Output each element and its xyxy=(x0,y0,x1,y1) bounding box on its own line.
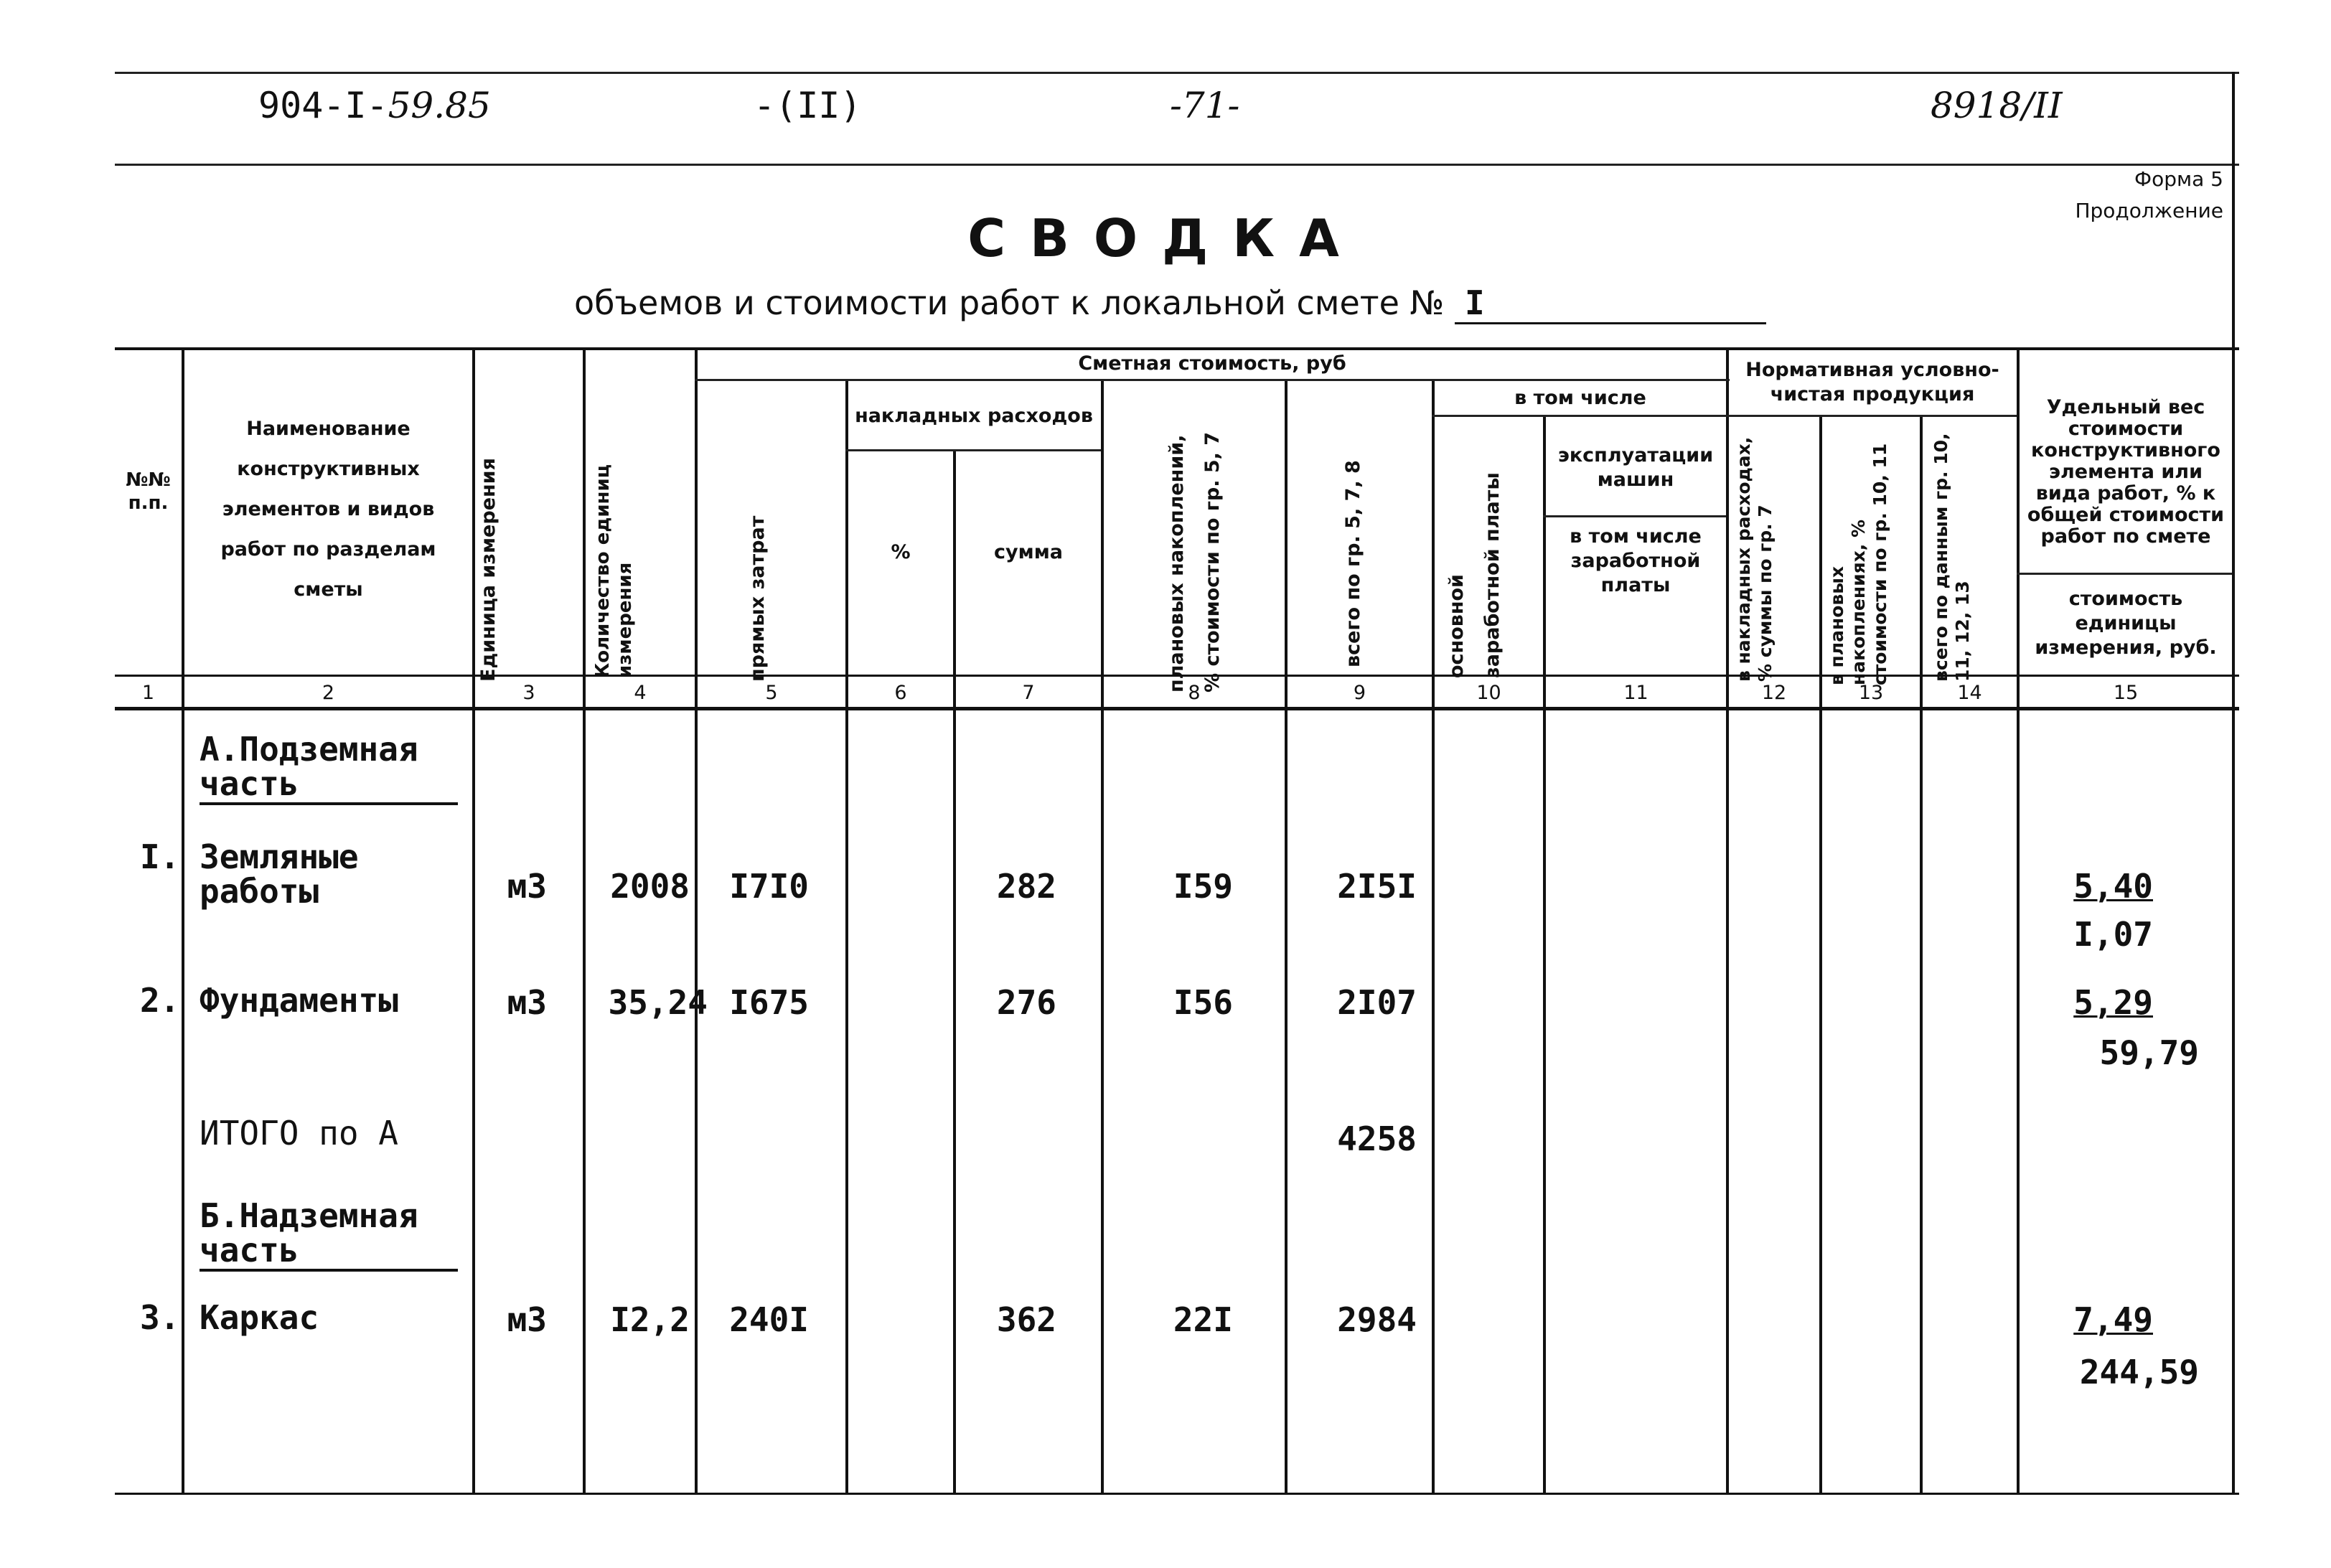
form-continuation: Продолжение xyxy=(2075,199,2223,222)
norm-group-rule xyxy=(1726,415,2017,417)
cost-group-rule xyxy=(695,379,1730,381)
row1-number: I. xyxy=(140,837,180,876)
page-title: СВОДКА xyxy=(967,208,1364,268)
col-header-incl-group: в том числе xyxy=(1514,387,1646,410)
col-header-norm-group: Нормативная условно-чистая продукция xyxy=(1745,359,1999,405)
col-line-12 xyxy=(1819,416,1822,1493)
share-sub-rule xyxy=(2017,573,2232,575)
page-number: -71- xyxy=(1170,85,1240,126)
col-header-overhead-pct: % xyxy=(891,541,911,564)
row2-overhead-sum: 276 xyxy=(996,983,1056,1022)
colnum-14: 14 xyxy=(1957,682,1982,704)
sheet-number: 8918/II xyxy=(1931,85,2063,126)
col-header-planned: плановых накоплений, % стоимости по гр. 5, 7 xyxy=(1166,431,1224,693)
row3-overhead-sum: 362 xyxy=(996,1300,1056,1339)
section-b-title: Б.Надземная часть xyxy=(200,1198,458,1272)
colnum-13: 13 xyxy=(1858,682,1884,704)
col-header-overhead-group: накладных расходов xyxy=(855,405,1093,428)
col-header-unit: Единица измерения xyxy=(477,458,500,682)
row3-direct: 240I xyxy=(729,1300,809,1339)
row2-planned: I56 xyxy=(1173,983,1233,1022)
col-header-unit-cost: стоимость единицы измерения, руб. xyxy=(2035,588,2217,659)
colnum-2: 2 xyxy=(322,682,335,704)
col-header-share: Удельный вес стоимости конструктивного элемента или вида работ, % к общей стоимости работ по смете xyxy=(2027,396,2225,548)
col-header-wages: основной заработной платы xyxy=(1445,472,1504,678)
row2-unit: м3 xyxy=(507,983,547,1022)
row3-share: 7,49 xyxy=(2073,1300,2153,1339)
colnum-1: 1 xyxy=(141,682,155,704)
row1-name: Земляные работы xyxy=(200,837,359,911)
col-header-overhead-sum: сумма xyxy=(994,541,1063,564)
row3-qty: I2,2 xyxy=(610,1300,690,1339)
row1-overhead-sum: 282 xyxy=(996,867,1056,906)
row2-unit-cost: 59,79 xyxy=(2099,1033,2199,1072)
col-header-num: №№ п.п. xyxy=(126,469,171,514)
col-header-qty: Количество единиц измерения xyxy=(592,464,637,678)
col-line-13 xyxy=(1920,416,1923,1493)
colnum-9: 9 xyxy=(1353,682,1366,704)
colnum-11: 11 xyxy=(1623,682,1648,704)
document-code xyxy=(258,85,491,126)
row1-share: 5,40 xyxy=(2073,867,2153,906)
colnum-6: 6 xyxy=(894,682,907,704)
colnum-5: 5 xyxy=(765,682,778,704)
machines-sub-rule xyxy=(1543,515,1726,517)
colnum-8: 8 xyxy=(1188,682,1201,704)
row1-total: 2I5I xyxy=(1337,867,1417,906)
form-number: Форма 5 xyxy=(2134,167,2223,191)
row3-number: 3. xyxy=(140,1298,180,1337)
col-header-norm-overhead: в накладных расходах, % суммы по гр. 7 xyxy=(1733,436,1776,682)
col-header-norm-total: всего по данным гр. 10, 11, 12, 13 xyxy=(1931,433,1973,682)
row1-planned: I59 xyxy=(1173,867,1233,906)
col-line-9 xyxy=(1432,380,1435,1493)
total-a-label: ИТОГО по А xyxy=(200,1114,398,1152)
row3-total: 2984 xyxy=(1337,1300,1417,1339)
header-rule xyxy=(115,164,2239,166)
col-line-11 xyxy=(1726,347,1729,1493)
col-header-total: всего по гр. 5, 7, 8 xyxy=(1342,460,1364,667)
col-header-cost-group: Сметная стоимость, руб xyxy=(1078,352,1346,375)
row1-unit-cost: I,07 xyxy=(2073,915,2153,954)
overhead-group-rule xyxy=(845,449,1101,451)
section-a-title: А.Подземная часть xyxy=(200,732,458,805)
row3-unit: м3 xyxy=(507,1300,547,1339)
col-header-norm-planned: в плановых накоплениях, % стоимости по гр. 10, 11 xyxy=(1826,443,1890,685)
top-rule xyxy=(115,72,2239,74)
row1-unit: м3 xyxy=(507,867,547,906)
colnum-3: 3 xyxy=(522,682,535,704)
incl-group-rule xyxy=(1432,415,1726,417)
col-header-machines-wages: в том числе заработной платы xyxy=(1570,525,1702,596)
page-subtitle xyxy=(574,283,1766,324)
colnum-10: 10 xyxy=(1476,682,1501,704)
album-number: -(II) xyxy=(754,85,862,126)
row3-name: Каркас xyxy=(200,1298,319,1337)
row2-direct: I675 xyxy=(729,983,809,1022)
col-header-direct: прямых затрат xyxy=(746,515,769,682)
estimate-number: I xyxy=(1455,283,1766,324)
col-header-name: Наименование конструктивных элементов и видов работ по разделам сметы xyxy=(220,418,436,601)
document-code-suffix: 59.85 xyxy=(388,85,491,126)
total-a-value: 4258 xyxy=(1337,1119,1417,1158)
row1-qty: 2008 xyxy=(610,867,690,906)
row2-total: 2I07 xyxy=(1337,983,1417,1022)
colnum-7: 7 xyxy=(1022,682,1035,704)
row3-unit-cost: 244,59 xyxy=(2079,1353,2199,1391)
colnum-12: 12 xyxy=(1761,682,1787,704)
subtitle-text: объемов и стоимости работ к локальной смете № xyxy=(574,283,1445,322)
table-bottom-border xyxy=(115,1493,2239,1495)
row2-number: 2. xyxy=(140,981,180,1020)
row1-direct: I7I0 xyxy=(729,867,809,906)
row2-qty: 35,24 xyxy=(608,983,708,1022)
col-line-1 xyxy=(182,347,184,1493)
row2-name: Фундаменты xyxy=(200,981,398,1020)
document-code-prefix: 904-I- xyxy=(258,85,388,126)
row2-share: 5,29 xyxy=(2073,983,2153,1022)
colnum-4: 4 xyxy=(634,682,647,704)
row3-planned: 22I xyxy=(1173,1300,1233,1339)
colnum-15: 15 xyxy=(2113,682,2139,704)
col-line-right xyxy=(2232,72,2235,1493)
col-header-machines: эксплуатации машин xyxy=(1557,444,1714,491)
